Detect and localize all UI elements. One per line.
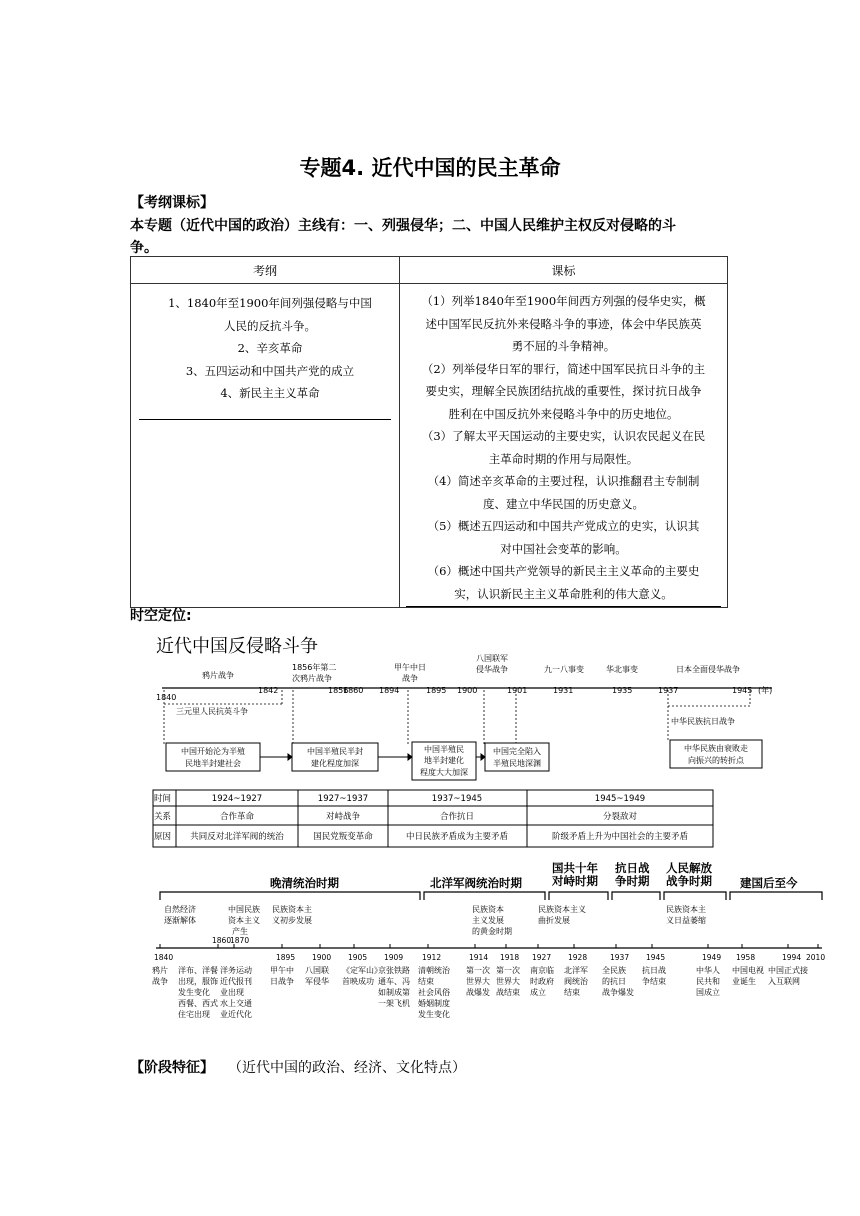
fig3-econ-6-line1: 民族资本主 — [666, 905, 706, 914]
fig2-reason-4: 阶级矛盾上升为中国社会的主要矛盾 — [551, 832, 689, 842]
fig3-year-1909: 1909 — [384, 953, 404, 962]
fig1-event-second-opium-1: 1856年第二 — [292, 663, 337, 672]
fig3-era-late-qing: 晚清统治时期 — [270, 876, 339, 890]
fig3-event-13-line-1: 争结束 — [642, 977, 666, 986]
fig1-year-1840: 1840 — [156, 693, 177, 702]
fig1-box2-line1: 中国半殖民半封 — [307, 747, 363, 756]
table-header-kaogang: 考纲 — [131, 257, 400, 284]
fig3-event-16-line-1: 入互联网 — [768, 977, 800, 986]
fig3-event-7-line-3: 婚姻制度 — [418, 999, 450, 1008]
fig3-event-12-line-0: 全民族 — [602, 966, 626, 975]
fig2-row-relation: 关系 — [154, 812, 172, 822]
fig3-event-2-line-0: 洋务运动 — [220, 966, 252, 975]
kebiao-line: （6）概述中国共产党领导的新民主主义革命的主要史 — [427, 564, 700, 578]
fig3-event-12-line-2: 战争爆发 — [602, 988, 634, 997]
kebiao-line: （3）了解太平天国运动的主要史实，认识农民起义在民 — [421, 429, 706, 443]
fig3-event-4-line-1: 军侵华 — [305, 977, 329, 986]
fig2-row-time: 时间 — [154, 794, 172, 804]
fig3-event-16-line-0: 中国正式接 — [768, 966, 808, 975]
fig3-event-15-line-1: 业诞生 — [732, 977, 756, 986]
fig3-econ-3-line1: 民族资本主 — [272, 905, 312, 914]
section-header: 【考纲课标】 — [130, 195, 214, 211]
fig2-relation-2: 对峙战争 — [325, 812, 361, 822]
fig2-reason-3: 中日民族矛盾成为主要矛盾 — [405, 832, 509, 842]
fig3-era-anti-japan-2: 争时期 — [615, 874, 650, 888]
fig3-era-kmt-ccp-2: 对峙时期 — [552, 874, 598, 888]
fig3-event-10-line-2: 成立 — [530, 988, 546, 997]
intro-line-2: 争。 — [130, 240, 158, 256]
fig1-event-eight-nation-2: 侵华战争 — [476, 665, 508, 674]
fig1-box4-line1: 中国完全陷入 — [493, 747, 541, 756]
kebiao-line: （1）列举1840年至1900年间西方列强的侵华史实，概 — [421, 294, 706, 308]
fig1-sanyuanli: 三元里人民抗英斗争 — [176, 707, 248, 716]
fig1-year-1945: 1945 — [732, 686, 753, 695]
fig1-year-1901: 1901 — [507, 686, 528, 695]
fig3-event-7-line-2: 社会风俗 — [418, 988, 450, 997]
fig1-year-1842: 1842 — [258, 686, 279, 695]
fig1-event-opium-war: 鸦片战争 — [202, 671, 234, 680]
fig3-event-2-line-3: 水上交通 — [220, 999, 252, 1008]
table-header-kebiao: 课标 — [400, 257, 728, 284]
fig3-year-1914: 1914 — [469, 953, 489, 962]
fig3-year-1860: 1860 — [212, 936, 232, 945]
fig3-event-14-line-1: 民共和 — [696, 977, 720, 986]
fig1-event-second-opium-2: 次鸦片战争 — [292, 674, 332, 683]
fig1-event-918: 九一八事变 — [544, 665, 584, 674]
fig2-reason-1: 共同反对北洋军阀的统治 — [190, 832, 284, 842]
fig3-event-8-line-1: 世界大 — [466, 977, 490, 986]
fig3-year-1928: 1928 — [568, 953, 588, 962]
fig3-event-15-line-0: 中国电视 — [732, 966, 764, 975]
fig3-event-6-line-0: 京张铁路 — [378, 966, 410, 975]
fig3-year-1912: 1912 — [422, 953, 442, 962]
kebiao-line: （2）列举侵华日军的罪行，简述中国军民抗日斗争的主 — [421, 361, 706, 376]
kaogang-list — [131, 284, 399, 405]
fig3-year-1927: 1927 — [532, 953, 552, 962]
fig3-era-liberation-1: 人民解放 — [666, 861, 712, 875]
kebiao-line: （4）简述辛亥革命的主要过程，认识推翻君主专制制 — [427, 474, 700, 488]
kebiao-line: 度、建立中华民国的历史意义。 — [483, 496, 644, 511]
fig3-event-1-line-0: 洋布、洋餐 — [178, 966, 218, 975]
fig3-event-5-line-0: 《定军山》 — [342, 966, 382, 975]
fig3-events — [152, 965, 808, 1019]
kebiao-line: 胜利在中国反抗外来侵略斗争中的历史地位。 — [448, 406, 679, 421]
fig1-event-huabei: 华北事变 — [606, 665, 638, 674]
fig3-event-0-line-1: 战争 — [152, 977, 168, 986]
kebiao-line: 对中国社会变革的影响。 — [500, 541, 627, 556]
fig3-econ-4-line2: 主义发展 — [472, 916, 504, 925]
kebiao-list — [400, 284, 727, 607]
fig3-econ-5-line2: 曲折发展 — [538, 916, 570, 925]
fig3-econ-1-line1: 自然经济 — [164, 905, 196, 914]
fig3-era-brackets — [160, 892, 822, 900]
fig2-relation-3: 合作抗日 — [439, 812, 475, 822]
fig3-event-1-line-1: 出现，服饰 — [178, 977, 218, 986]
shikong-label: 时空定位: — [130, 608, 192, 624]
fig3-event-13-line-0: 抗日战 — [642, 966, 666, 975]
fig3-econ-6-line2: 义日益萎缩 — [666, 916, 706, 925]
fig3-econ-1-line2: 逐渐解体 — [164, 916, 196, 925]
kaogang-line: 1、1840年至1900年间列强侵略与中国 — [168, 296, 372, 310]
fig2-reason-2: 国民党叛变革命 — [313, 832, 373, 842]
fig1-event-full-invasion: 日本全面侵华战争 — [676, 665, 740, 674]
fig3-era-prc: 建国后至今 — [740, 876, 798, 890]
fig2-relation-1: 合作革命 — [219, 812, 255, 822]
fig1-event-sino-japanese-2: 战争 — [402, 674, 418, 683]
fig1-year-1937: 1937 — [658, 686, 679, 695]
fig2-period-4: 1945~1949 — [594, 794, 646, 804]
fig1-year-1895: 1895 — [426, 686, 447, 695]
fig3-event-7-line-1: 结束 — [418, 977, 434, 986]
fig1-year-1900: 1900 — [457, 686, 478, 695]
fig3-event-8-line-0: 第一次 — [466, 966, 490, 975]
fig1-box5-line2: 向振兴的转折点 — [688, 756, 744, 765]
fig3-year-1895: 1895 — [276, 953, 296, 962]
fig3-era-anti-japan-1: 抗日战 — [615, 861, 650, 875]
fig1-dashed-links — [164, 690, 750, 746]
fig3-era-beiyang: 北洋军阀统治时期 — [430, 876, 522, 890]
fig3-event-0-line-0: 鸦片 — [152, 966, 168, 975]
fig3-year-1958: 1958 — [736, 953, 756, 962]
fig3-econ-2-line2: 资本主义 — [228, 916, 260, 925]
fig3-event-7-line-0: 清朝统治 — [418, 966, 450, 975]
fig1-box5-line1: 中华民族由衰败走 — [684, 744, 748, 753]
kaogang-line: 2、辛亥革命 — [237, 341, 303, 355]
fig1-box3-line1: 中国半殖民 — [424, 745, 464, 754]
fig3-year-1949: 1949 — [702, 953, 722, 962]
fig3-event-6-line-2: 如制成第 — [378, 988, 410, 997]
fig3-econ-2-line1: 中国民族 — [228, 905, 260, 914]
fig3-event-8-line-2: 战爆发 — [466, 988, 490, 997]
fig3-year-1905: 1905 — [348, 953, 368, 962]
kaogang-line: 3、五四运动和中国共产党的成立 — [185, 363, 355, 378]
kaogang-cell — [131, 284, 400, 608]
fig3-event-2-line-2: 业出现 — [220, 988, 244, 997]
fig3-event-6-line-3: 一架飞机 — [378, 999, 410, 1008]
fig3-event-2-line-4: 业近代化 — [220, 1010, 252, 1019]
fig3-event-11-line-1: 阀统治 — [564, 977, 588, 986]
kebiao-line: 要史实，理解全民族团结抗战的重要性，探讨抗日战争 — [425, 384, 702, 398]
page-title: 专题4. 近代中国的民主革命 — [299, 156, 561, 180]
fig3-year-1870: 1870 — [230, 936, 250, 945]
fig1-box1-line1: 中国开始沦为半殖 — [181, 747, 245, 756]
fig1-year-unit: (年) — [758, 686, 773, 695]
fig3-era-kmt-ccp-1: 国共十年 — [552, 861, 598, 875]
fig3-year-1918: 1918 — [500, 953, 520, 962]
fig3-event-7-line-4: 发生变化 — [418, 1010, 450, 1019]
fig3-event-9-line-2: 战结束 — [496, 988, 520, 997]
standards-table — [130, 256, 728, 608]
fig3-event-14-line-0: 中华人 — [696, 966, 720, 975]
fig3-year-1840: 1840 — [154, 953, 174, 962]
fig3-event-1-line-3: 西餐、西式 — [178, 999, 218, 1008]
fig3-year-2010: 2010 — [806, 953, 825, 962]
fig2-relation-4: 分裂敌对 — [602, 812, 638, 822]
fig3-econ-4-line3: 的黄金时期 — [472, 927, 512, 936]
kebiao-bottom-rule — [406, 606, 721, 607]
kebiao-line: 勇不屈的斗争精神。 — [511, 339, 616, 353]
fig3-event-6-line-1: 通车、冯 — [378, 977, 410, 986]
kaogang-line: 人民的反抗斗争。 — [224, 318, 316, 333]
kebiao-line: 主革命时期的作用与局限性。 — [488, 451, 639, 466]
fig3-event-1-line-4: 住宅出现 — [178, 1010, 210, 1019]
fig3-event-11-line-0: 北洋军 — [564, 966, 588, 975]
fig3-event-11-line-2: 结束 — [564, 988, 580, 997]
fig3-event-5-line-1: 首映成功 — [342, 977, 374, 986]
fig3-econ-3-line2: 义初步发展 — [272, 916, 312, 925]
fig3-econ-5-line1: 民族资本主义 — [538, 905, 586, 914]
fig3-event-2-line-1: 近代报刊 — [220, 977, 252, 986]
fig1-event-eight-nation-1: 八国联军 — [476, 654, 508, 663]
fig1-anti-japanese-war: 中华民族抗日战争 — [671, 717, 735, 726]
fig1-box3-line2: 地半封建化 — [424, 756, 464, 765]
fig3-event-14-line-2: 国成立 — [696, 988, 720, 997]
fig3-econ-4-line1: 民族资本 — [472, 905, 504, 914]
fig3-year-1994: 1994 — [782, 953, 802, 962]
fig3-event-1-line-2: 发生变化 — [178, 988, 210, 997]
fig3-event-9-line-1: 世界大 — [496, 977, 520, 986]
fig3-event-3-line-1: 日战争 — [270, 977, 294, 986]
fig2-row-reason: 原因 — [154, 832, 172, 842]
fig1-box4-line2: 半殖民地深渊 — [493, 759, 541, 768]
fig3-event-12-line-1: 的抗日 — [602, 977, 626, 986]
fig1-event-sino-japanese-1: 甲午中日 — [394, 663, 426, 672]
fig3-year-1937: 1937 — [610, 953, 630, 962]
fig3-event-3-line-0: 甲午中 — [270, 966, 294, 975]
kebiao-line: （5）概述五四运动和中国共产党成立的史实，认识其 — [427, 519, 700, 533]
fig1-year-1935: 1935 — [612, 686, 633, 695]
fig3-event-10-line-0: 南京临 — [530, 966, 554, 975]
fig3-event-9-line-0: 第一次 — [496, 966, 520, 975]
fig1-year-1856: 1856 — [328, 686, 349, 695]
fig2-period-1: 1924~1927 — [211, 794, 263, 804]
fig1-year-1894: 1894 — [379, 686, 400, 695]
fig3-era-liberation-2: 战争时期 — [666, 874, 712, 888]
fig1-box2-line2: 建化程度加深 — [311, 759, 359, 768]
fig3-year-1945: 1945 — [646, 953, 666, 962]
fig1-box3-line3: 程度大大加深 — [420, 768, 468, 777]
stage-title: 【阶段特征】 — [130, 1060, 214, 1076]
kebiao-line: 述中国军民反抗外来侵略斗争的事迹，体会中华民族英 — [425, 316, 702, 331]
intro-line-1: 本专题（近代中国的政治）主线有：一、列强侵华；二、中国人民维护主权反对侵略的斗 — [130, 218, 676, 234]
fig2-period-2: 1927~1937 — [317, 794, 369, 804]
fig3-event-10-line-1: 时政府 — [530, 977, 554, 986]
fig1-title: 近代中国反侵略斗争 — [156, 636, 318, 657]
kaogang-line: 4、新民主主义革命 — [220, 386, 320, 400]
fig3-year-1900: 1900 — [312, 953, 332, 962]
kebiao-line: 实，认识新民主主义革命胜利的伟大意义。 — [454, 586, 673, 601]
kaogang-divider — [139, 419, 391, 420]
fig1-box1-line2: 民地半封建社会 — [185, 759, 241, 768]
fig3-event-4-line-0: 八国联 — [305, 966, 329, 975]
fig3-econ-2-line3: 产生 — [232, 927, 248, 936]
stage-note: （近代中国的政治、经济、文化特点） — [228, 1060, 466, 1076]
fig1-year-1860: 1860 — [343, 686, 364, 695]
fig2-period-3: 1937~1945 — [431, 794, 483, 804]
fig1-year-1931: 1931 — [553, 686, 574, 695]
timeline-figures — [150, 630, 825, 1034]
kebiao-cell — [400, 284, 728, 608]
